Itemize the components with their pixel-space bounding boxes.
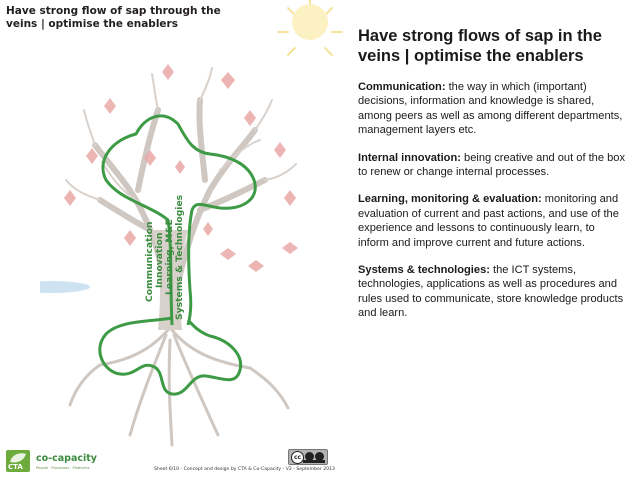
ground-shadow: [40, 281, 90, 293]
trunk-label-learning: Learning, M&E: [164, 219, 175, 295]
trunk-label-communication: Communication: [144, 221, 155, 302]
trunk-label-systems: Systems & Technologies: [174, 194, 185, 320]
main-title: Have strong flows of sap in the veins | optimise the enablers: [358, 27, 602, 65]
tree-roots: [70, 330, 288, 445]
creative-commons-badge: [288, 449, 328, 465]
trunk-label-innovation: Innovation: [154, 232, 165, 288]
section-communication: [358, 80, 626, 138]
section-term: Internal innovation:: [358, 151, 461, 164]
logo-name: co-capacity: [36, 453, 97, 464]
cc-icon: cc: [291, 451, 304, 464]
license-bar: [303, 460, 325, 463]
ground-flowers: [220, 242, 298, 272]
cta-text: CTA: [8, 463, 23, 471]
section-text: being creative and out of the box to renew or change internal processes.: [358, 151, 625, 179]
co-capacity-logo: [6, 450, 106, 474]
section-learning: [358, 192, 626, 250]
logo-tagline: People · Processes · Platforms: [36, 466, 90, 470]
main-content: [358, 26, 626, 334]
section-term: Communication:: [358, 81, 446, 93]
footer-credits: Sheet 6/10 - Concept and design by CTA & Co-Capacity - V2 - September 2013: [154, 467, 335, 472]
header-title: Have strong flow of sap through the veins | optimise the enablers: [6, 5, 221, 30]
section-internal-innovation: [358, 151, 626, 180]
cta-logo-badge: [6, 450, 30, 472]
section-term: Learning, monitoring & evaluation:: [358, 193, 542, 206]
section-text: the way in which (important) decisions, information and knowledge is shared, among peers as well as among different departments, management layers etc.: [358, 81, 623, 137]
tree-illustration: [40, 40, 340, 450]
section-systems: [358, 263, 626, 321]
section-text: the ICT systems, technologies, applications as well as procedures and rules used to communicate, store knowledge products and learn.: [358, 264, 624, 320]
section-text: monitoring and evaluation of current and past actions, and use of the experience and lessons to continuously learn, to inform and improve current and future actions.: [358, 193, 619, 249]
section-term: Systems & technologies:: [358, 264, 490, 277]
